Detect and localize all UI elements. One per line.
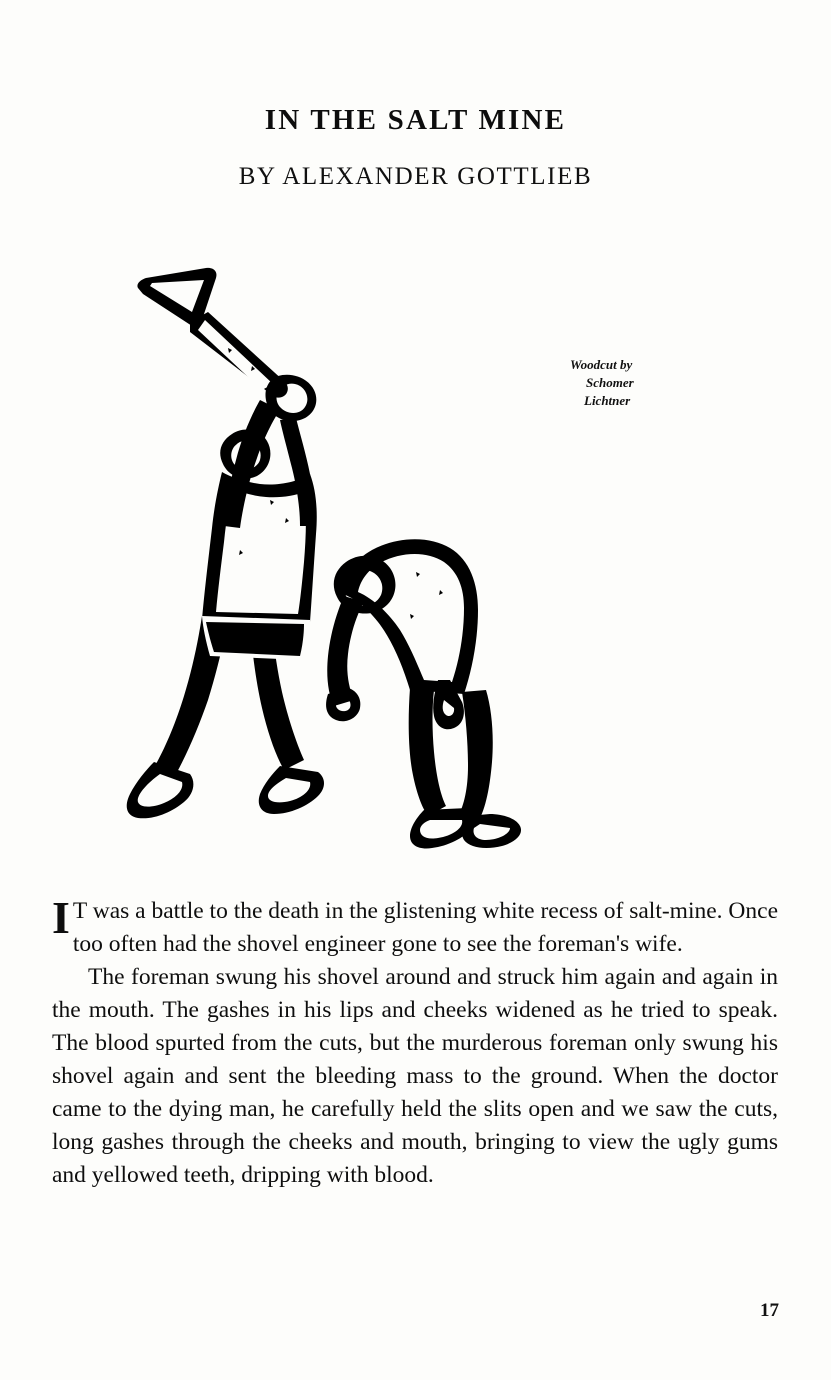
paragraph-1	[52, 892, 778, 961]
article-body	[52, 892, 778, 1192]
illustration-credit	[570, 356, 750, 410]
page-number: 17	[760, 1300, 779, 1321]
woodcut-illustration	[110, 250, 550, 870]
page-title: IN THE SALT MINE	[264, 104, 567, 136]
paragraph-1-text: T was a battle to the death in the glistening white recess of salt-mine. Once too often had the shovel engineer gone to see the foreman's wife.	[72, 898, 778, 957]
drop-cap: I	[52, 892, 70, 943]
byline: BY ALEXANDER GOTTLIEB	[238, 163, 593, 190]
credit-line-3: Lichtner	[584, 393, 631, 408]
paragraph-2: The foreman swung his shovel around and struck him again and again in the mouth. The gashes in his lips and cheeks widened as he tried to speak. The blood spurted from the cuts, but the murderous foreman only swung his shovel again and sent the bleeding mass to the ground. When the doctor came to the dying man, he carefully held the slits open and we saw the cuts, long gashes through the cheeks and mouth, bringing to view the ugly gums and yellowed teeth, dripping with blood.	[52, 964, 778, 1188]
credit-line-1: Woodcut by	[570, 357, 633, 372]
credit-line-2: Schomer	[586, 375, 634, 390]
